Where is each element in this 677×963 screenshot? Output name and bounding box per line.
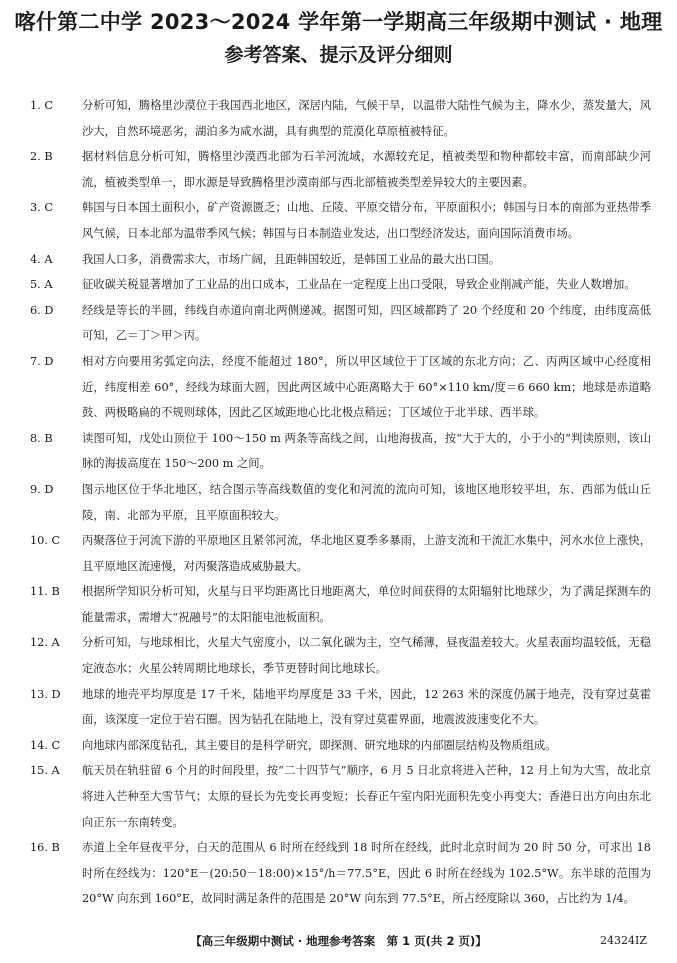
answer-number: 1. C <box>30 99 54 112</box>
answer-list <box>30 93 651 912</box>
answer-item <box>30 579 651 630</box>
answer-explanation: 我国人口多，消费需求大，市场广阔，且距韩国较近，是韩国工业品的最大出口国。 <box>82 252 500 266</box>
answer-item <box>30 477 651 528</box>
page-title: 喀什第二中学 2023～2024 学年第一学期高三年级期中测试 · 地理 <box>14 10 663 34</box>
answer-explanation: 向地球内部深度钻孔，其主要目的是科学研究，即探测、研究地球的内部圈层结构及物质组成。 <box>82 738 557 752</box>
answer-item <box>30 349 651 426</box>
answer-number: 11. B <box>30 585 60 599</box>
answer-number: 2. B <box>30 150 53 164</box>
answer-explanation: 相对方向要用劣弧定向法，经度不能超过 180°，所以甲区域位于丁区域的东北方向；乙、丙两区域中心经度相近，纬度相差 60°，经线为球面大圆，因此两区域中心距离略大于 60°×110 km/度＝6 660 km；地球是赤道略鼓、两极略扁的不规则球体，因此乙区域距地心比北极点稍远；丁区域位于北半球、西半球。 <box>82 354 651 420</box>
answer-number: 5. A <box>30 278 53 292</box>
answer-number: 12. A <box>30 636 60 650</box>
answer-item <box>30 426 651 477</box>
answer-item <box>30 247 651 273</box>
answer-item <box>30 835 651 912</box>
answer-number: 10. C <box>30 534 61 548</box>
answer-item <box>30 630 651 681</box>
answer-number: 7. D <box>30 354 54 368</box>
answer-explanation: 赤道上全年昼夜平分，白天的范围从 6 时所在经线到 18 时所在经线，此时北京时间为 20 时 50 分，可求出 18 时所在经线为：120°E－(20:50－18:00)×15°/h＝77.5°E，因此 6 时所在经线为 102.5°W。东半球的范围为 20°W 向东到 160°E，故同时满足条件的范围是 20°W 向东到 77.5°E，所占经度除以 360，占比约为 1/4。 <box>82 841 651 906</box>
answer-explanation: 根据所学知识分析可知，火星与日平均距离比日地距离大，单位时间获得的太阳辐射比地球少，为了满足探测车的能量需求，需增大“祝融号”的太阳能电池板面积。 <box>82 585 651 624</box>
answer-explanation: 据材料信息分析可知，腾格里沙漠西北部为石羊河流域，水源较充足，植被类型和物种都较丰富，而南部缺少河流，植被类型单一，即水源是导致腾格里沙漠南部与西北部植被类型差异较大的主要因素。 <box>82 150 651 189</box>
answer-item <box>30 733 651 759</box>
answer-explanation: 分析可知，与地球相比，火星大气密度小，以二氧化碳为主，空气稀薄，昼夜温差较大。火星表面均温较低，无稳定液态水；火星公转周期比地球长，季节更替时间比地球长。 <box>82 636 651 676</box>
answer-item <box>30 528 651 579</box>
answer-explanation: 地球的地壳平均厚度是 17 千米，陆地平均厚度是 33 千米，因此，12 263 米的深度仍属于地壳，没有穿过莫霍面，该深度一定位于岩石圈。因为钻孔在陆地上，没有穿过莫霍界面，地震波波速变化不大。 <box>82 687 651 727</box>
answer-number: 3. C <box>30 201 54 215</box>
answer-explanation: 丙聚落位于河流下游的平原地区且紧邻河流，华北地区夏季多暴雨，上游支流和干流汇水集中，河水水位上涨快，且平原地区流速慢，对丙聚落造成威胁最大。 <box>82 534 651 573</box>
answer-explanation: 经线是等长的半圆，纬线自赤道向南北两侧递减。据图可知，四区域都跨了 20 个经度和 20 个纬度，由纬度高低可知，乙＝丁＞甲＞丙。 <box>82 303 651 343</box>
answer-number: 6. D <box>30 303 54 317</box>
answer-item <box>30 195 651 246</box>
footer-doc-code: 24324IZ <box>600 934 647 947</box>
answer-explanation: 图示地区位于华北地区，结合图示等高线数值的变化和河流的流向可知，该地区地形较平坦，东、西部为低山丘陵，南、北部为平原，且平原面积较大。 <box>82 482 651 522</box>
answer-item <box>30 272 651 298</box>
answer-explanation: 征收碳关税显著增加了工业品的出口成本，工业品在一定程度上出口受限，导致企业削减产能，失业人数增加。 <box>82 278 636 292</box>
page-subtitle: 参考答案、提示及评分细则 <box>224 44 453 66</box>
answer-explanation: 读图可知，戊处山顶位于 100～150 m 两条等高线之间，山地海拔高，按“大于大的，小于小的”判读原则，该山脉的海拔高度在 150～200 m 之间。 <box>82 431 651 471</box>
answer-number: 16. B <box>30 841 60 855</box>
footer-page-info: 【高三年级期中测试 · 地理参考答案 第 1 页(共 2 页)】 <box>190 934 487 948</box>
answer-item <box>30 298 651 349</box>
answer-item <box>30 682 651 733</box>
answer-number: 14. C <box>30 738 61 752</box>
answer-number: 13. D <box>30 687 61 701</box>
answer-item <box>30 144 651 195</box>
answer-item <box>30 93 651 144</box>
answer-explanation: 航天员在轨驻留 6 个月的时间段里，按“二十四节气”顺序，6 月 5 日北京将进入芒种，12 月上旬为大雪，故北京将进入芒种至大雪节气；太原的昼长为先变长再变短；长春正午室内阳光面积先变小再变大；香港日出方向由东北向正东一东南转变。 <box>82 764 651 829</box>
answer-number: 9. D <box>30 482 54 496</box>
answer-number: 8. B <box>30 431 53 445</box>
answer-item <box>30 758 651 835</box>
answer-number: 4. A <box>30 252 53 266</box>
answer-number: 15. A <box>30 764 60 778</box>
answer-explanation: 分析可知，腾格里沙漠位于我国西北地区，深居内陆，气候干旱，以温带大陆性气候为主，降水少，蒸发量大，风沙大，自然环境恶劣，湖泊多为咸水湖，具有典型的荒漠化草原植被特征。 <box>82 99 651 138</box>
answer-explanation: 韩国与日本国土面积小，矿产资源匮乏；山地、丘陵、平原交错分布，平原面积小；韩国与日本的南部为亚热带季风气候，日本北部为温带季风气候；韩国与日本制造业发达，出口型经济发达，面向国际消费市场。 <box>82 201 651 240</box>
